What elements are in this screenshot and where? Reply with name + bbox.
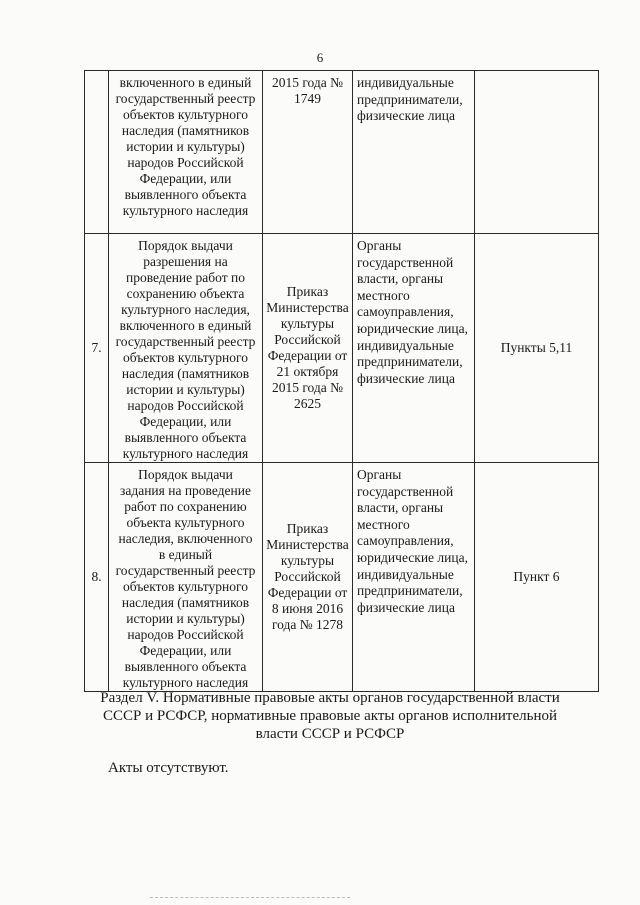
page-number: 6 [316, 50, 324, 65]
section-body: Акты отсутствуют. [108, 760, 229, 776]
row-number: 8. [85, 463, 109, 692]
act-subjects: Органы государственной власти, органы местного самоуправления, юридические лица, индивидуальные предприниматели, физические лица [353, 234, 475, 463]
act-points [475, 71, 599, 234]
section-title: Раздел V. Нормативные правовые акты органов государственной власти СССР и РСФСР, нормативные правовые акты органов исполнительной власти СССР и РСФСР [100, 690, 560, 742]
table-row [85, 234, 599, 463]
row-number: 7. [85, 234, 109, 463]
row-number [85, 71, 109, 234]
act-name: включенного в единый государственный реестр объектов культурного наследия (памятников истории и культуры) народов Российской Федерации, или выявленного объекта культурного наследия [109, 71, 263, 234]
act-document: 2015 года № 1749 [263, 71, 353, 234]
table-row [85, 71, 599, 234]
act-points: Пункты 5,11 [475, 234, 599, 463]
act-name: Порядок выдачи разрешения на проведение работ по сохранению объекта культурного наследия, включенного в единый государственный реестр объектов культурного наследия (памятников истории и культуры) народов Российской Федерации, или выявленного объекта культурного наследия [109, 234, 263, 463]
act-subjects: индивидуальные предприниматели, физические лица [353, 71, 475, 234]
scan-artifact-divider [150, 897, 350, 900]
act-document: Приказ Министерства культуры Российской Федерации от 21 октября 2015 года № 2625 [263, 234, 353, 463]
act-points: Пункт 6 [475, 463, 599, 692]
acts-table [84, 70, 599, 692]
act-subjects: Органы государственной власти, органы местного самоуправления, юридические лица, индивидуальные предприниматели, физические лица [353, 463, 475, 692]
table-row [85, 463, 599, 692]
act-document: Приказ Министерства культуры Российской Федерации от 8 июня 2016 года № 1278 [263, 463, 353, 692]
act-name: Порядок выдачи задания на проведение работ по сохранению объекта культурного наследия, включенного в единый государственный реестр объектов культурного наследия (памятников истории и культуры) народов Российской Федерации, или выявленного объекта культурного наследия [109, 463, 263, 692]
